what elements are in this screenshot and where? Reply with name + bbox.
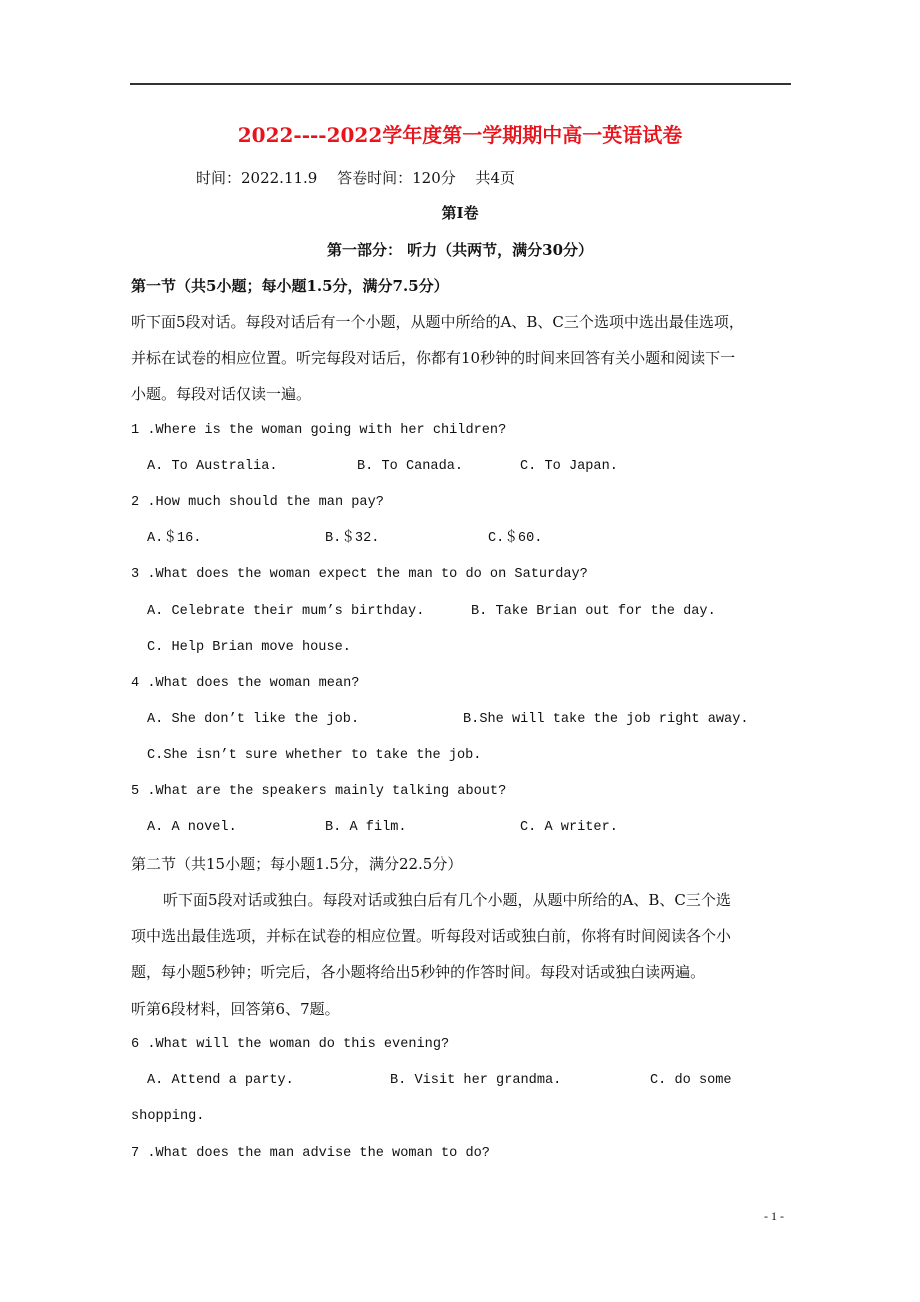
question-1: 1 .Where is the woman going with her children? [131,423,507,438]
header-rule [130,83,791,85]
option-c: C.She isn’t sure whether to take the job. [147,748,482,763]
option-c: C.＄60. [488,531,543,546]
question-4: 4 .What does the woman mean? [131,676,360,691]
part-heading: 第一部分： 听力（共两节，满分30分） [326,241,594,259]
option-a: A. A novel. [147,820,237,835]
option-b: B. Take Brian out for the day. [471,604,716,619]
page-number: - 1 - [764,1209,784,1223]
section1-heading: 第一节（共5小题；每小题1.5分，满分7.5分） [131,277,449,295]
exam-meta: 时间：2022.11.9 答卷时间：120分 共4页 [196,169,516,187]
option-c: C. Help Brian move house. [147,640,351,655]
question-7: 7 .What does the man advise the woman to do? [131,1146,490,1161]
option-c: C. To Japan. [520,459,618,474]
question-6: 6 .What will the woman do this evening? [131,1037,450,1052]
question-5: 5 .What are the speakers mainly talking about? [131,784,507,799]
option-b: B. Visit her grandma. [390,1073,562,1088]
volume-heading: 第I卷 [441,204,479,222]
option-c: C. do some [650,1073,732,1088]
option-a: A. Attend a party. [147,1073,294,1088]
exam-title: 2022----2022学年度第一学期期中高一英语试卷 [237,123,683,147]
option-a: A. She don’t like the job. [147,712,360,727]
option-b: B. A film. [325,820,407,835]
question-3: 3 .What does the woman expect the man to do on Saturday? [131,567,588,582]
instruction-line: 听下面5段对话或独白。每段对话或独白后有几个小题，从题中所给的A、B、C三个选 [163,891,731,909]
material-note: 听第6段材料，回答第6、7题。 [131,1000,340,1018]
instruction-line: 并标在试卷的相应位置。听完每段对话后，你都有10秒钟的时间来回答有关小题和阅读下一 [131,349,736,367]
option-b: B.She will take the job right away. [463,712,749,727]
instruction-line: 项中选出最佳选项，并标在试卷的相应位置。听每段对话或独白前，你将有时间阅读各个小 [131,927,732,945]
instruction-line: 小题。每段对话仅读一遍。 [131,385,312,403]
option-c-continued: shopping. [131,1109,205,1124]
question-2: 2 .How much should the man pay? [131,495,384,510]
option-a: A. To Australia. [147,459,278,474]
section2-heading: 第二节（共15小题；每小题1.5分，满分22.5分） [131,855,463,873]
option-b: B. To Canada. [357,459,464,474]
option-a: A.＄16. [147,531,202,546]
option-c: C. A writer. [520,820,618,835]
option-b: B.＄32. [325,531,380,546]
instruction-line: 题，每小题5秒钟；听完后，各小题将给出5秒钟的作答时间。每段对话或独白读两遍。 [131,963,706,981]
option-a: A. Celebrate their mum’s birthday. [147,604,425,619]
instruction-line: 听下面5段对话。每段对话后有一个小题，从题中所给的A、B、C三个选项中选出最佳选项， [131,313,744,331]
